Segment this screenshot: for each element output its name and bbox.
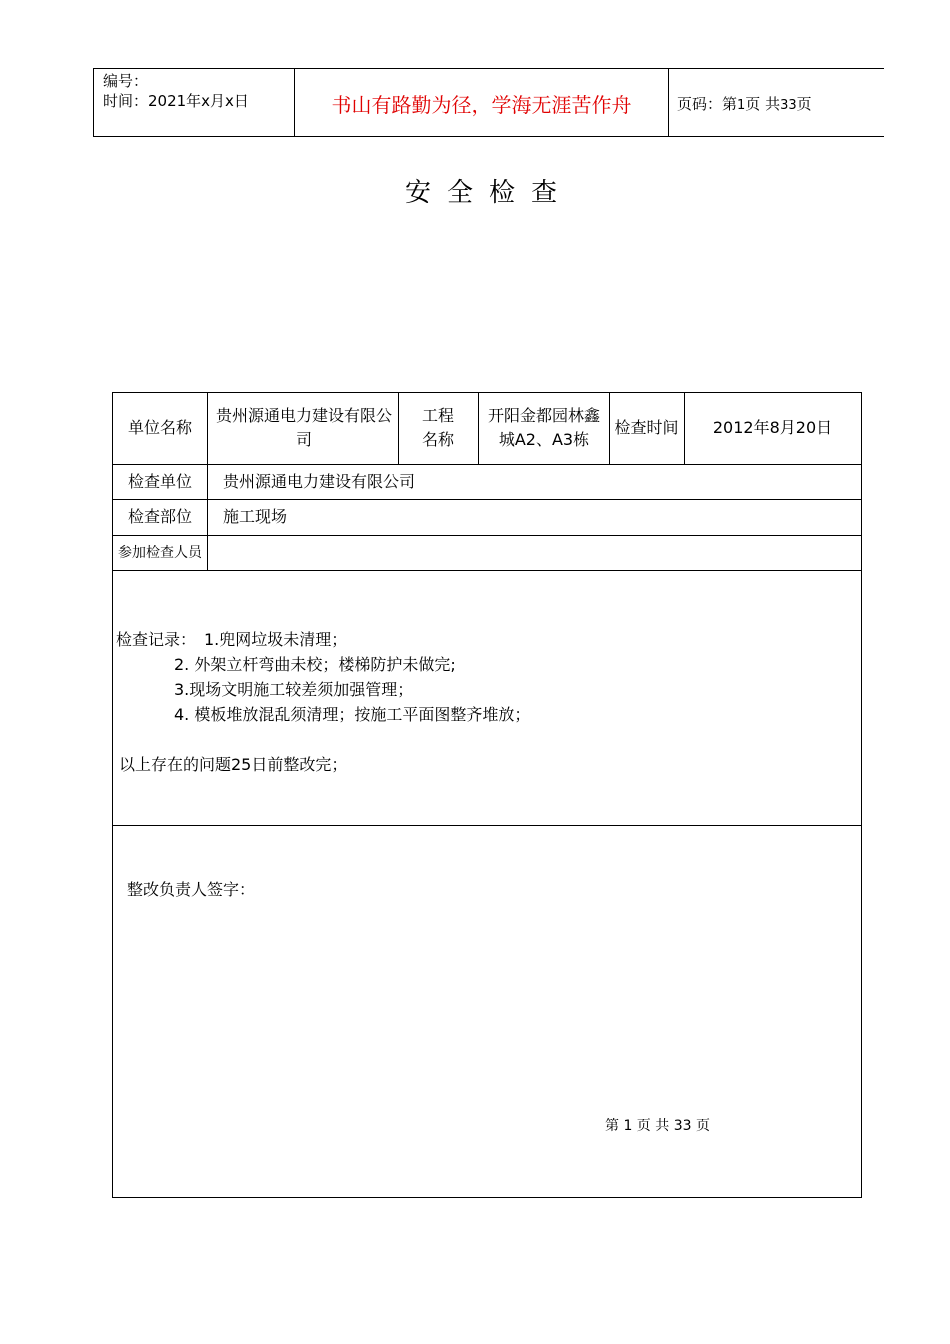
header-motto: 书山有路勤为径，学海无涯苦作舟 — [331, 93, 632, 117]
signature-label: 整改负责人签字： — [127, 880, 256, 899]
header-right-cell — [669, 69, 884, 136]
project-name-value: 开阳金都园林鑫城A2、A3栋 — [487, 406, 600, 449]
footer-page-number: 第 1 页 共 33 页 — [605, 1118, 710, 1134]
column-divider — [478, 393, 479, 464]
check-unit-value: 贵州源通电力建设有限公司 — [223, 472, 416, 491]
page-suffix: 页 — [796, 95, 812, 113]
record-item: 3.现场文明施工较差须加强管理； — [174, 680, 414, 699]
column-divider — [398, 393, 399, 464]
unit-name-label: 单位名称 — [127, 418, 192, 437]
document-time-label: 时间：2021年x月x日 — [103, 92, 249, 110]
page-mid: 页 共 — [745, 95, 781, 113]
page-prefix: 页码：第 — [677, 95, 738, 113]
record-item: 4. 模板堆放混乱须清理；按施工平面图整齐堆放； — [174, 705, 531, 724]
record-item: 1.兜网垃圾未清理； — [204, 630, 348, 649]
row-divider — [113, 499, 861, 500]
page-current: 1 — [737, 98, 746, 113]
check-part-label: 检查部位 — [127, 507, 192, 526]
record-item: 2. 外架立杆弯曲未校；楼梯防护未做完; — [174, 655, 456, 674]
page-title: 安全检查 — [404, 178, 573, 208]
header-left-cell — [94, 69, 295, 136]
check-time-label: 检查时间 — [614, 418, 679, 437]
check-time-value: 2012年8月20日 — [712, 418, 833, 437]
page-total: 33 — [780, 98, 797, 113]
participants-label: 参加检查人员 — [118, 545, 202, 561]
row-divider — [113, 464, 861, 465]
deadline-note: 以上存在的问题25日前整改完； — [119, 755, 348, 774]
document-number-label: 编号： — [103, 72, 149, 90]
header-middle-cell — [295, 69, 669, 136]
row-divider — [113, 825, 861, 826]
row-divider — [113, 570, 861, 571]
check-unit-label: 检查单位 — [127, 472, 192, 491]
project-name-label: 工程名称 — [421, 406, 454, 449]
document-header — [93, 68, 884, 137]
unit-name-value: 贵州源通电力建设有限公司 — [215, 406, 392, 449]
inspection-form — [112, 392, 862, 1198]
check-part-value: 施工现场 — [223, 507, 288, 526]
column-divider — [207, 393, 208, 570]
record-label: 检查记录： — [116, 630, 197, 649]
row-divider — [113, 535, 861, 536]
header-page-indicator — [677, 93, 812, 114]
